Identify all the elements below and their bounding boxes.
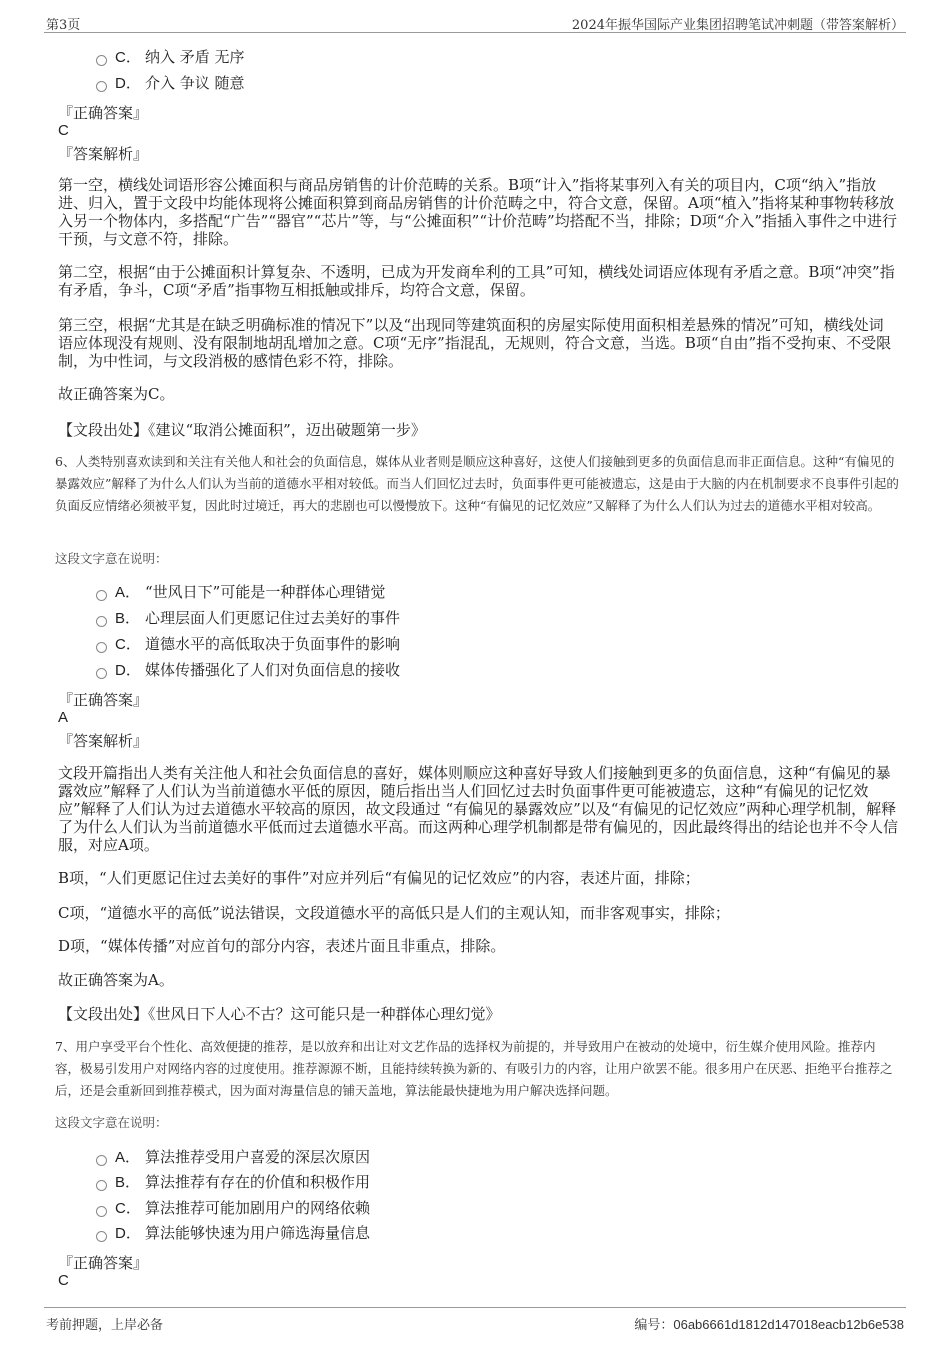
q6-option-a[interactable]: A． “世风日下”可能是一种群体心理错觉 (96, 581, 385, 603)
q5-analysis-paragraph: 第二空，根据“由于公摊面积计算复杂、不透明，已成为开发商牟利的工具”可知，横线处词语应体现有矛盾之意。B项“冲突”指有矛盾，争斗，C项“矛盾”指事物互相抵触或排斥，均符合文意，保留。 (58, 263, 895, 299)
q7-option-d[interactable]: D． 算法能够快速为用户筛选海量信息 (96, 1222, 370, 1244)
page-header (44, 12, 906, 33)
radio-icon[interactable] (96, 1206, 107, 1217)
q6-option-c[interactable]: C． 道德水平的高低取决于负面事件的影响 (96, 633, 400, 655)
q7-answer-label: 『正确答案』 (58, 1254, 149, 1272)
q5-analysis-label: 『答案解析』 (58, 145, 149, 163)
q6-analysis-label: 『答案解析』 (58, 732, 149, 750)
q7-question: 7、用户享受平台个性化、高效便捷的推荐，是以放弃和出让对文艺作品的选择权为前提的，并导致用户在被动的处境中，衍生媒介使用风险。推荐内容，极易引发用户对网络内容的过度使用。推荐源源不断，且能持续转换为新的、有吸引力的内容，让用户欲罢不能。很多用户在厌恶、拒绝平台推荐之后，还是会重新回到推荐模式，因为面对海量信息的铺天盖地，算法能最快捷地为用户解决选择问题。 (55, 1039, 893, 1098)
footer-code-label: 编号： (634, 1317, 674, 1332)
q5-answer-label: 『正确答案』 (58, 104, 149, 122)
q6-source: 【文段出处】《世风日下人心不古？这可能只是一种群体心理幻觉》 (58, 1005, 501, 1023)
q5-analysis-paragraph: 第一空，横线处词语形容公摊面积与商品房销售的计价范畴的关系。B项“计入”指将某事列入有关的项目内，C项“纳入”指放进、归入，置于文段中均能体现将公摊面积算到商品房销售的计价范畴之中，符合文意，保留。A项“植入”指将某种事物转移放入另一个物体内，多搭配“广告”“器官”“芯片”等，与“公摊面积”“计价范畴”均搭配不当，排除；D项“介入”指插入事件之中进行干预，与文意不符，排除。 (58, 176, 898, 248)
q6-analysis-paragraph: B项，“人们更愿记住过去美好的事件”对应并列后“有偏见的记忆效应”的内容，表述片面，排除； (58, 869, 700, 887)
radio-icon[interactable] (96, 1180, 107, 1191)
q6-answer-label: 『正确答案』 (58, 691, 149, 709)
q5-source: 【文段出处】《建议“取消公摊面积”，迈出破题第一步》 (58, 421, 426, 439)
q5-option-c[interactable]: C． 纳入 矛盾 无序 (96, 46, 245, 68)
q6-option-d[interactable]: D． 媒体传播强化了人们对负面信息的接收 (96, 659, 400, 681)
q5-conclusion: 故正确答案为C。 (58, 385, 175, 403)
footer-code-value: 06ab6661d1812d147018eacb12b6e538 (673, 1317, 904, 1332)
q6-answer: A (58, 709, 69, 726)
radio-icon[interactable] (96, 1231, 107, 1242)
q7-option-c[interactable]: C． 算法推荐可能加剧用户的网络依赖 (96, 1197, 370, 1219)
footer-slogan: 考前押题，上岸必备 (46, 1318, 164, 1333)
footer-code (634, 1314, 904, 1333)
q6-question: 6、人类特别喜欢读到和关注有关他人和社会的负面信息，媒体从业者则是顺应这种喜好，这使人们接触到更多的负面信息而非正面信息。这种“有偏见的暴露效应”解释了为什么人们认为当前的道德水平相对较低。而当人们回忆过去时，负面事件更可能被遗忘，这是由于大脑的内在机制要求不良事件引起的负面反应情绪必须被平复，因此时过境迁，再大的悲剧也可以慢慢放下。这种“有偏见的记忆效应”又解释了为什么人们认为过去的道德水平相对较高。 (55, 454, 899, 513)
radio-icon[interactable] (96, 616, 107, 627)
q6-analysis-paragraph: C项，“道德水平的高低”说法错误，文段道德水平的高低只是人们的主观认知，而非客观事实，排除； (58, 904, 730, 922)
q6-option-b[interactable]: B． 心理层面人们更愿记住过去美好的事件 (96, 607, 400, 629)
radio-icon[interactable] (96, 1155, 107, 1166)
page-footer (44, 1307, 906, 1332)
document-title: 2024年振华国际产业集团招聘笔试冲刺题（带答案解析） (571, 18, 904, 33)
radio-icon[interactable] (96, 81, 107, 92)
q5-option-d[interactable]: D． 介入 争议 随意 (96, 72, 245, 94)
q6-analysis-paragraph: 文段开篇指出人类有关注他人和社会负面信息的喜好，媒体则顺应这种喜好导致人们接触到更多的负面信息，这种“有偏见的暴露效应”解释了人们认为当前道德水平低的原因，随后指出当人们回忆过去时负面事件更可能被遗忘，这种“有偏见的记忆效应”解释了人们认为过去道德水平较高的原因，故文段通过 “有偏见的暴露效应”以及“有偏见的记忆效应”两种心理学机制，解释了为什么人们认为当前道德水平低而过去道德水平高。而这两种心理学机制都是带有偏见的，因此最终得出的结论也并不令人信服，对应A项。 (58, 764, 899, 854)
q6-analysis-paragraph: D项，“媒体传播”对应首句的部分内容，表述片面且非重点，排除。 (58, 937, 506, 955)
radio-icon[interactable] (96, 668, 107, 679)
q5-analysis-paragraph: 第三空，根据“尤其是在缺乏明确标准的情况下”以及“出现同等建筑面积的房屋实际使用面积相差悬殊的情况”可知，横线处词语应体现没有规则、没有限制地胡乱增加之意。C项“无序”指混乱，无规则，符合文意，当选。B项“自由”指不受拘束、不受限制，为中性词，与文段消极的感情色彩不符，排除。 (58, 316, 892, 370)
q5-answer: C (58, 122, 69, 139)
q6-conclusion: 故正确答案为A。 (58, 971, 174, 989)
q6-prompt: 这段文字意在说明： (55, 551, 168, 566)
radio-icon[interactable] (96, 590, 107, 601)
radio-icon[interactable] (96, 55, 107, 66)
q7-answer: C (58, 1272, 69, 1289)
q7-option-b[interactable]: B． 算法推荐有存在的价值和积极作用 (96, 1171, 370, 1193)
q7-option-a[interactable]: A． 算法推荐受用户喜爱的深层次原因 (96, 1146, 370, 1168)
q7-prompt: 这段文字意在说明： (55, 1115, 168, 1130)
radio-icon[interactable] (96, 642, 107, 653)
page-number: 第3页 (46, 18, 81, 33)
